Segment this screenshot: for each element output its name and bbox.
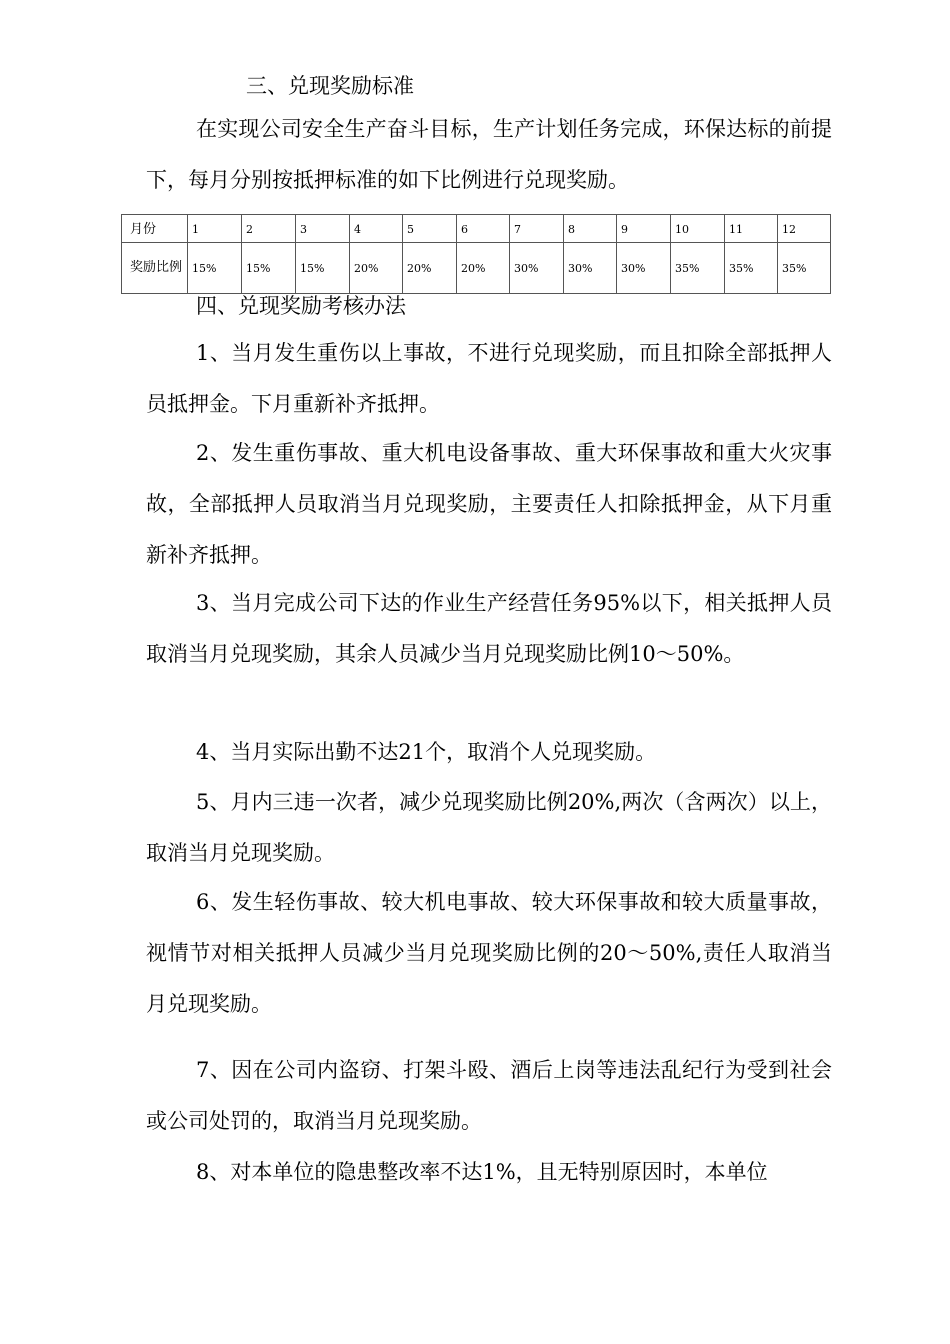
month-cell: 5 <box>403 215 457 243</box>
month-cell: 2 <box>242 215 296 243</box>
section3-heading: 三、兑现奖励标准 <box>246 74 414 98</box>
ratio-cell: 15% <box>188 243 242 294</box>
ratio-cell: 20% <box>350 243 403 294</box>
rule-item-8: 8、对本单位的隐患整改率不达1%，且无特别原因时，本单位 <box>196 1160 768 1184</box>
rule-item-5: 5、月内三违一次者，减少兑现奖励比例20%,两次（含两次）以上，取消当月兑现奖励。 <box>146 790 832 865</box>
section3-intro: 在实现公司安全生产奋斗目标，生产计划任务完成，环保达标的前提下，每月分别按抵押标准的如下比例进行兑现奖励。 <box>146 117 832 192</box>
ratio-cell: 35% <box>778 243 831 294</box>
ratio-cell: 30% <box>617 243 671 294</box>
rule-item-7: 7、因在公司内盗窃、打架斗殴、酒后上岗等违法乱纪行为受到社会或公司处罚的，取消当月兑现奖励。 <box>146 1058 832 1133</box>
month-cell: 6 <box>457 215 510 243</box>
month-cell: 3 <box>296 215 350 243</box>
ratio-row <box>122 243 831 294</box>
ratio-cell: 35% <box>725 243 778 294</box>
rule-item-6: 6、发生轻伤事故、较大机电事故、较大环保事故和较大质量事故，视情节对相关抵押人员减少当月兑现奖励比例的20〜50%,责任人取消当月兑现奖励。 <box>146 890 832 1016</box>
ratio-cell: 15% <box>296 243 350 294</box>
reward-ratio-table <box>121 214 831 294</box>
rule-item-4: 4、当月实际出勤不达21个，取消个人兑现奖励。 <box>196 740 657 764</box>
ratio-cell: 20% <box>403 243 457 294</box>
month-row <box>122 215 831 243</box>
month-cell: 11 <box>725 215 778 243</box>
section4-heading: 四、兑现奖励考核办法 <box>196 294 406 318</box>
ratio-cell: 15% <box>242 243 296 294</box>
month-cell: 12 <box>778 215 831 243</box>
rule-item-3: 3、当月完成公司下达的作业生产经营任务95%以下，相关抵押人员取消当月兑现奖励，其余人员减少当月兑现奖励比例10〜50%。 <box>146 591 832 666</box>
month-cell: 9 <box>617 215 671 243</box>
ratio-row-header: 奖励比例 <box>122 243 188 294</box>
rule-item-2: 2、发生重伤事故、重大机电设备事故、重大环保事故和重大火灾事故，全部抵押人员取消当月兑现奖励，主要责任人扣除抵押金，从下月重新补齐抵押。 <box>146 441 832 567</box>
month-cell: 1 <box>188 215 242 243</box>
month-cell: 8 <box>564 215 617 243</box>
ratio-cell: 30% <box>564 243 617 294</box>
month-cell: 4 <box>350 215 403 243</box>
month-row-header: 月份 <box>122 215 188 243</box>
ratio-cell: 30% <box>510 243 564 294</box>
ratio-cell: 20% <box>457 243 510 294</box>
rule-item-1: 1、当月发生重伤以上事故，不进行兑现奖励，而且扣除全部抵押人员抵押金。下月重新补齐抵押。 <box>146 341 832 416</box>
month-cell: 10 <box>671 215 725 243</box>
month-cell: 7 <box>510 215 564 243</box>
ratio-cell: 35% <box>671 243 725 294</box>
